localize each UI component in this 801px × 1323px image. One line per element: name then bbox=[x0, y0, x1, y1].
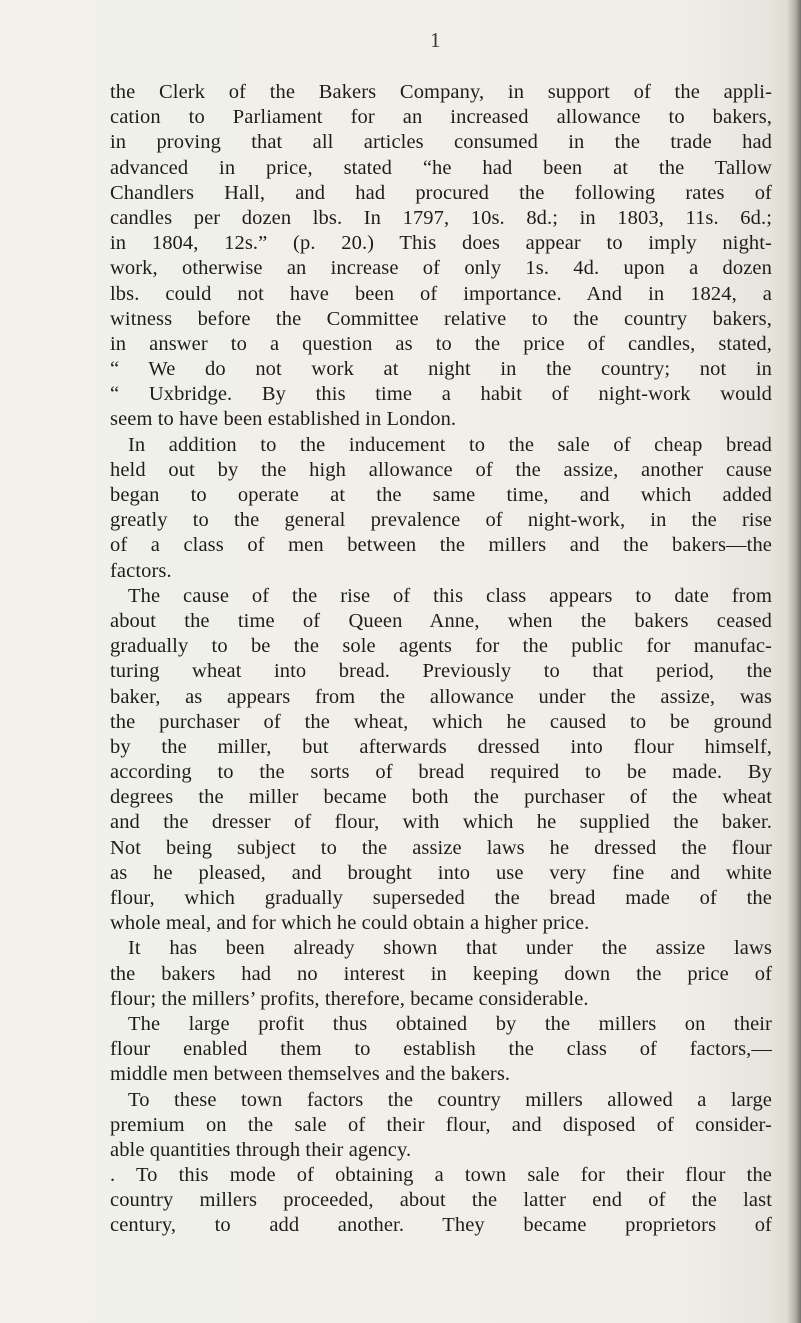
text-line: factors. bbox=[110, 559, 172, 582]
text-line: degrees the miller became both the purchaser of the wheat bbox=[110, 786, 772, 809]
text-line: gradually to be the sole agents for the public for manufac- bbox=[110, 635, 772, 658]
text-line: whole meal, and for which he could obtain a higher price. bbox=[110, 912, 590, 935]
text-line: cation to Parliament for an increased allowance to bakers, bbox=[110, 106, 772, 129]
body-text bbox=[110, 80, 772, 1239]
text-line: country millers proceeded, about the latter end of the last bbox=[110, 1189, 772, 1212]
text-line: century, to add another. They became proprietors of bbox=[110, 1214, 772, 1237]
text-line: the Clerk of the Bakers Company, in support of the appli- bbox=[110, 81, 772, 103]
text-line: “ Uxbridge. By this time a habit of night-work would bbox=[110, 383, 772, 406]
text-line: the purchaser of the wheat, which he caused to be ground bbox=[110, 710, 772, 733]
text-line: lbs. could not have been of importance. And in 1824, a bbox=[110, 282, 772, 305]
text-line: in 1804, 12s.” (p. 20.) This does appear to imply night- bbox=[110, 232, 772, 255]
text-line: of a class of men between the millers and the bakers—the bbox=[110, 534, 772, 557]
text-line: premium on the sale of their flour, and disposed of consider- bbox=[110, 1113, 772, 1136]
page-number: 1 bbox=[430, 28, 441, 52]
text-line: flour enabled them to establish the class of factors,— bbox=[110, 1038, 772, 1061]
text-line: flour; the millers’ profits, therefore, became considerable. bbox=[110, 987, 589, 1010]
page-edge-shadow bbox=[787, 0, 801, 1323]
text-line: according to the sorts of bread required to be made. By bbox=[110, 761, 772, 784]
text-line: Chandlers Hall, and had procured the following rates of bbox=[110, 181, 772, 204]
text-line: To these town factors the country millers allowed a large bbox=[128, 1088, 772, 1111]
text-line: about the time of Queen Anne, when the bakers ceased bbox=[110, 609, 772, 632]
text-line: The large profit thus obtained by the millers on their bbox=[128, 1012, 772, 1035]
text-line: It has been already shown that under the assize laws bbox=[128, 937, 772, 960]
text-line: . To this mode of obtaining a town sale for their flour the bbox=[110, 1164, 772, 1187]
text-line: flour, which gradually superseded the bread made of the bbox=[110, 887, 772, 909]
text-line: witness before the Committee relative to the country bakers, bbox=[110, 307, 772, 330]
text-line: Not being subject to the assize laws he dressed the flour bbox=[110, 836, 772, 859]
text-line: seem to have been established in London. bbox=[110, 408, 457, 431]
text-line: turing wheat into bread. Previously to that period, the bbox=[110, 660, 772, 683]
text-line: greatly to the general prevalence of night-work, in the rise bbox=[110, 509, 772, 532]
text-line: as he pleased, and brought into use very fine and white bbox=[110, 861, 772, 884]
text-line: candles per dozen lbs. In 1797, 10s. 8d.; in 1803, 11s. 6d.; bbox=[110, 206, 772, 229]
text-line: in answer to a question as to the price of candles, stated, bbox=[110, 332, 772, 355]
text-line: began to operate at the same time, and which added bbox=[110, 484, 772, 506]
text-line: held out by the high allowance of the assize, another cause bbox=[110, 458, 772, 481]
text-line: the bakers had no interest in keeping down the price of bbox=[110, 962, 772, 985]
text-line: and the dresser of flour, with which he supplied the baker. bbox=[110, 811, 772, 834]
text-line: work, otherwise an increase of only 1s. 4d. upon a dozen bbox=[110, 257, 772, 280]
text-line: by the miller, but afterwards dressed into flour himself, bbox=[110, 735, 772, 758]
text-line: “ We do not work at night in the country; not in bbox=[110, 358, 772, 381]
text-line: able quantities through their agency. bbox=[110, 1138, 412, 1161]
text-line: In addition to the inducement to the sale of cheap bread bbox=[128, 433, 772, 456]
text-line: middle men between themselves and the bakers. bbox=[110, 1063, 511, 1086]
text-line: baker, as appears from the allowance under the assize, was bbox=[110, 685, 772, 708]
text-line: The cause of the rise of this class appears to date from bbox=[128, 584, 772, 607]
text-line: in proving that all articles consumed in the trade had bbox=[110, 131, 772, 154]
text-line: advanced in price, stated “he had been at the Tallow bbox=[110, 156, 772, 179]
